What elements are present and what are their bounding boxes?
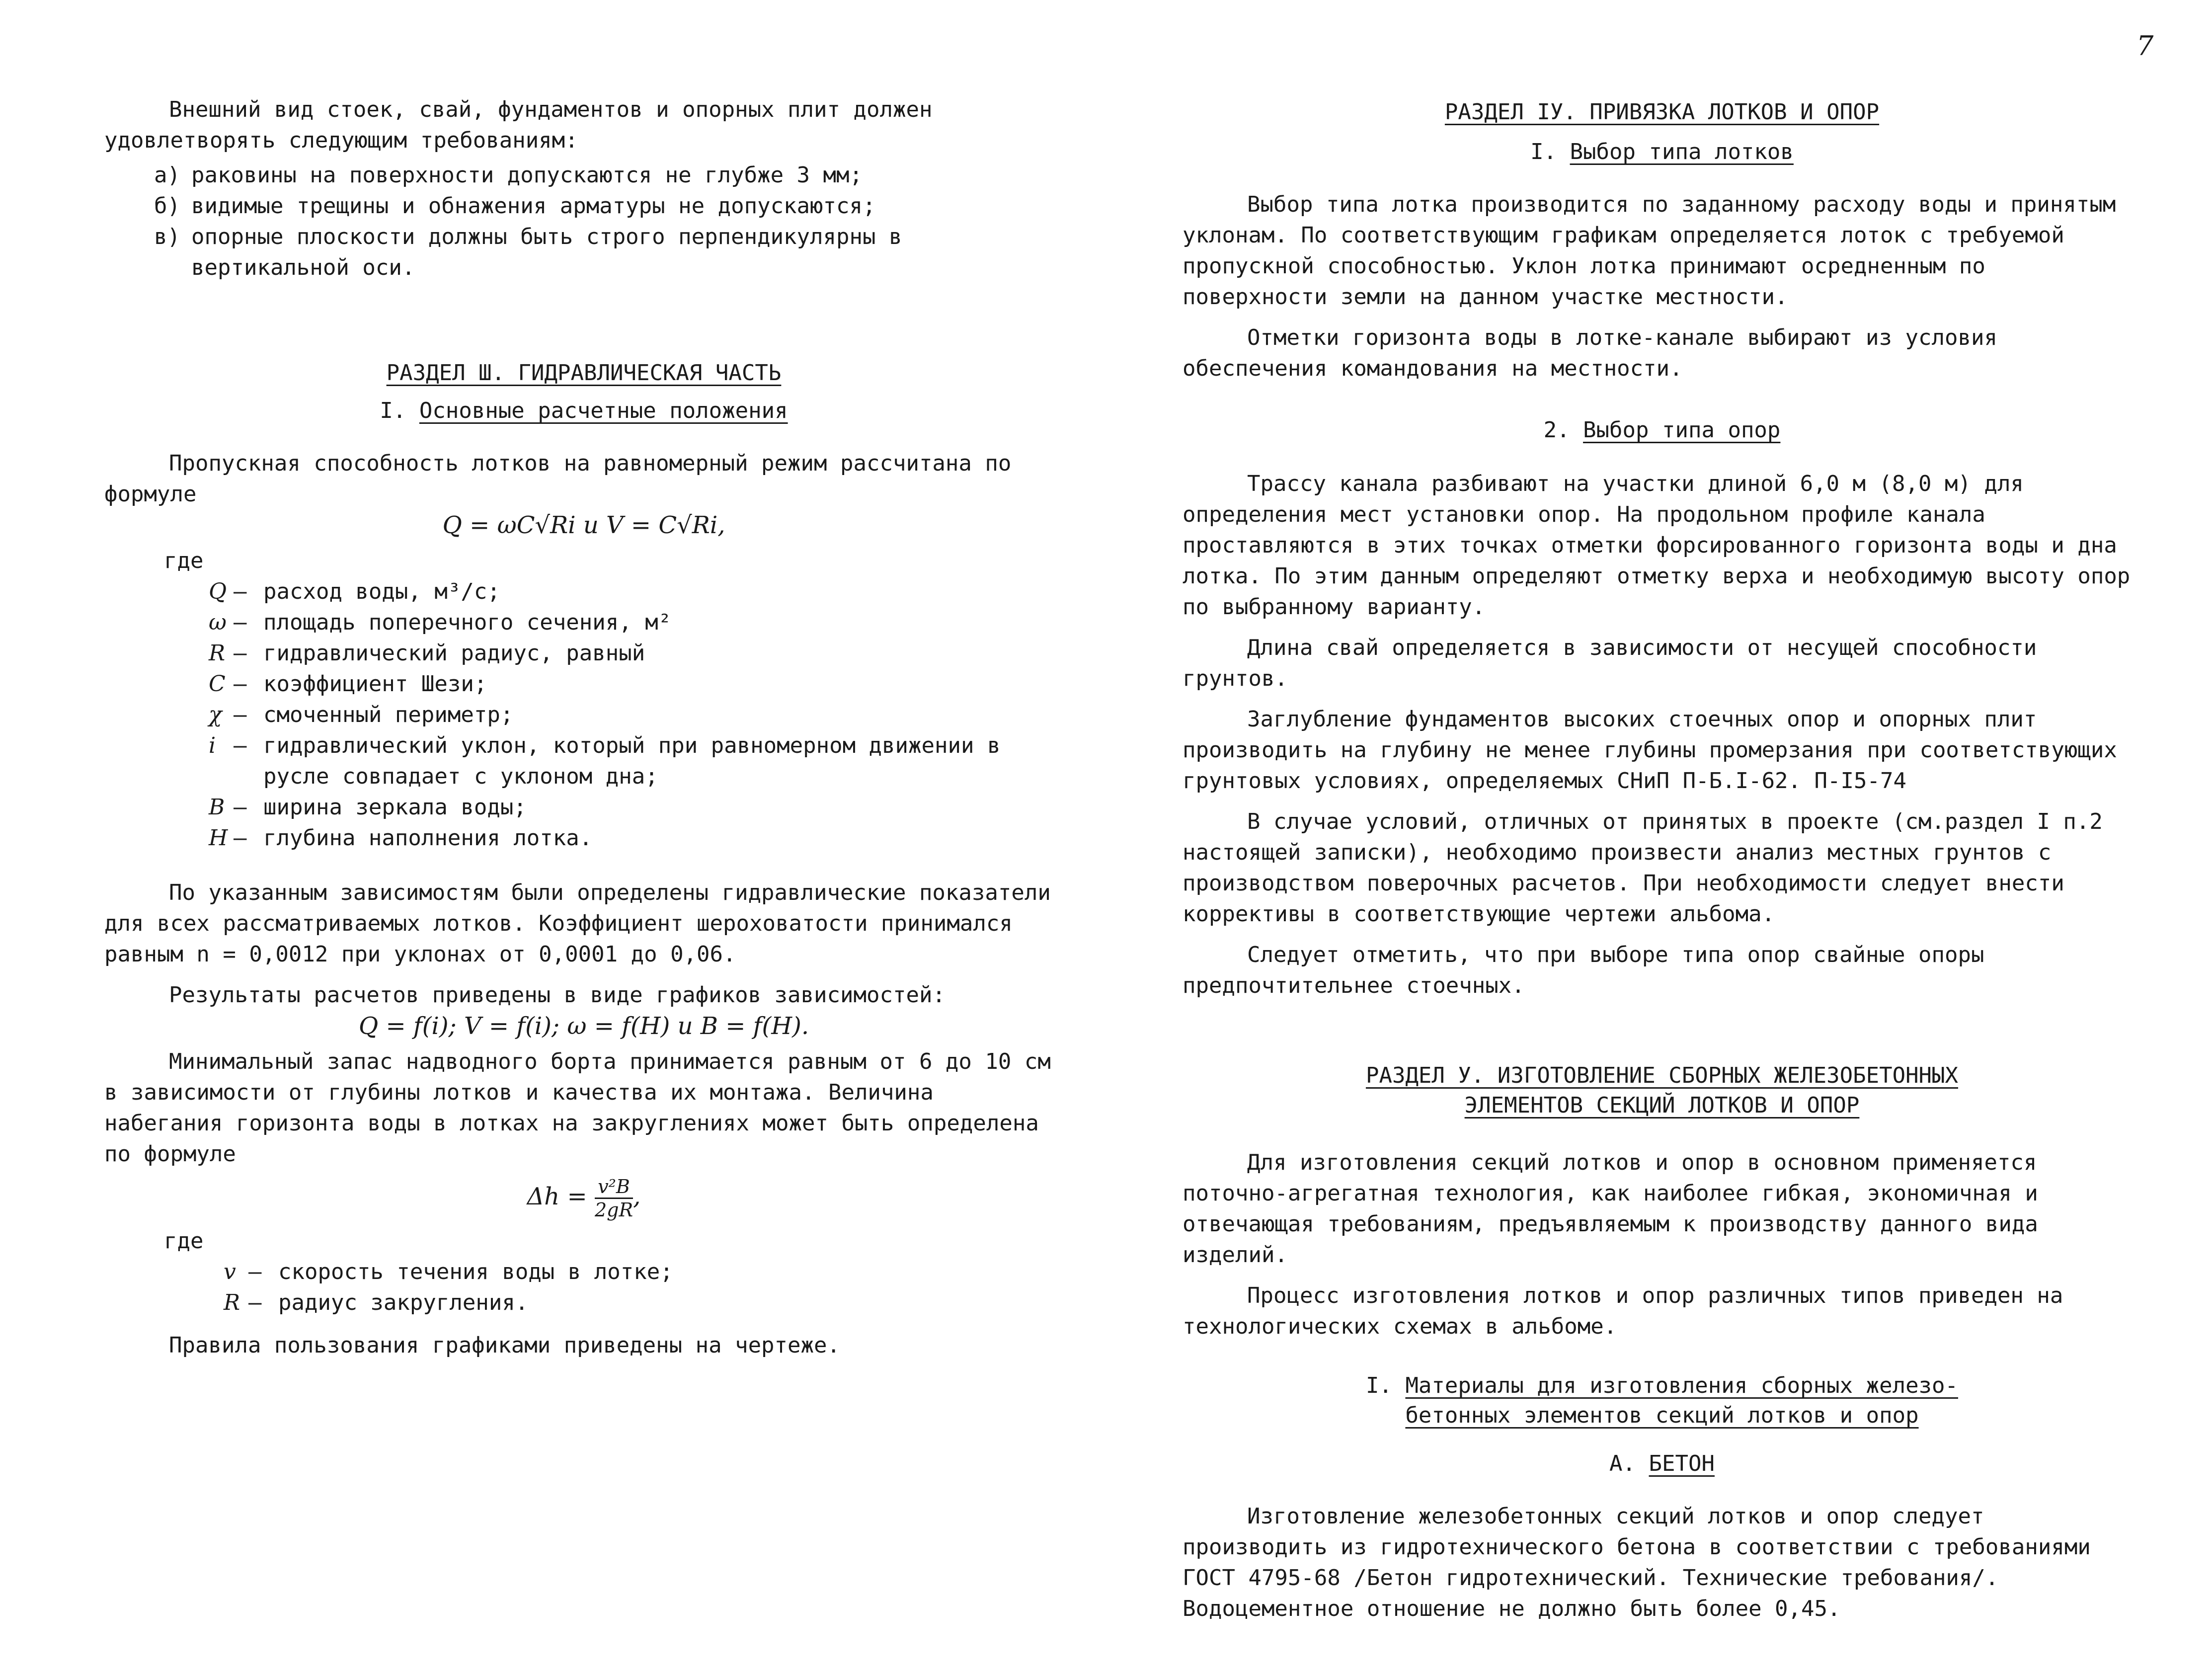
- formula-lhs: Δh =: [527, 1183, 587, 1210]
- paragraph: Изготовление железобетонных секций лотков и опор следует производить из гидротехнического бетона в соответствии с требованиями ГОСТ 4795-68 /Бетон гидротехнический. Технические требования/. Водоцементное отношение не должно быть более 0,45.: [1183, 1504, 2091, 1621]
- subsection-title: БЕТОН: [1649, 1451, 1715, 1476]
- definition-dash: –: [248, 1290, 262, 1315]
- subsection-number: I.: [380, 398, 406, 423]
- definition-text: глубина наполнения лотка.: [263, 825, 593, 851]
- definition-text: гидравлический радиус, равный: [263, 640, 645, 666]
- formula-surge: [104, 1176, 1063, 1221]
- subsection-heading: [1183, 415, 2141, 446]
- definition-symbol: C: [209, 671, 226, 697]
- subsection-number: 2.: [1543, 417, 1570, 443]
- paragraph: Для изготовления секций лотков и опор в основном применяется поточно-агрегатная технология, как наиболее гибкая, экономичная и отвечающая требованиям, предъявляемым к производству данного вида изделий.: [1183, 1150, 2038, 1268]
- subsection-title: Основные расчетные положения: [419, 398, 788, 423]
- requirements-list: [104, 160, 1063, 283]
- definition-text: смоченный периметр;: [263, 702, 514, 727]
- definition-symbol: i: [209, 733, 216, 758]
- definition-text: площадь поперечного сечения, м²: [263, 610, 672, 635]
- subsection-heading: [1183, 1448, 2141, 1479]
- paragraph: Длина свай определяется в зависимости от несущей способности грунтов.: [1183, 635, 2037, 691]
- subsection-heading: [1183, 1371, 2141, 1431]
- subsection-heading: [104, 396, 1063, 426]
- paragraph: Минимальный запас надводного борта принимается равным от 6 до 10 см в зависимости от глубины лотков и качества их монтажа. Величина набегания горизонта воды в лотках на закруглениях может быть определена по формуле: [104, 1049, 1051, 1167]
- formula-dependencies: Q = f(i); V = f(i); ω = f(H) и B = f(H).: [358, 1012, 809, 1040]
- definition-symbol: χ: [209, 702, 222, 727]
- formula-tail: ,: [633, 1183, 641, 1210]
- definition-item: [224, 1257, 1063, 1287]
- list-mark: а): [154, 162, 180, 188]
- definition-symbol: R: [224, 1290, 240, 1315]
- definition-dash: –: [234, 610, 247, 635]
- definition-text: расход воды, м³/с;: [263, 579, 500, 604]
- section-heading: [1183, 97, 2141, 128]
- where-label: где: [164, 548, 204, 573]
- list-item: [154, 160, 1063, 191]
- definitions-list: [209, 576, 1063, 854]
- definition-symbol: H: [209, 825, 228, 851]
- paragraph: В случае условий, отличных от принятых в проекте (см.раздел I п.2 настоящей записки), необходимо произвести анализ местных грунтов с производством поверочных расчетов. При необходимости следует внести коррективы в соответствующие чертежи альбома.: [1183, 809, 2103, 927]
- where-label: где: [164, 1228, 204, 1254]
- definition-item: [209, 700, 1063, 730]
- formula-fraction: [595, 1176, 633, 1221]
- section-4-title: РАЗДЕЛ IУ. ПРИВЯЗКА ЛОТКОВ И ОПОР: [1444, 99, 1880, 125]
- paragraph: Заглубление фундаментов высоких стоечных опор и опорных плит производить на глубину не менее глубины промерзания при соответствующих грунтовых условиях, определяемых СНиП П-Б.I-62. П-I5-74: [1183, 707, 2117, 794]
- list-text: видимые трещины и обнажения арматуры не допускаются;: [191, 193, 876, 219]
- definition-dash: –: [234, 795, 247, 820]
- definition-item: [209, 823, 1063, 854]
- definition-item: [209, 607, 1063, 638]
- definition-dash: –: [234, 733, 247, 758]
- list-mark: б): [154, 193, 180, 219]
- list-text: опорные плоскости должны быть строго перпендикулярны в вертикальной оси.: [191, 224, 902, 280]
- section-5-title-line-2: ЭЛЕМЕНТОВ СЕКЦИЙ ЛОТКОВ И ОПОР: [1464, 1093, 1860, 1118]
- paragraph: Результаты расчетов приведены в виде графиков зависимостей:: [169, 982, 946, 1008]
- left-column: [104, 94, 1063, 1361]
- paragraph: Трассу канала разбивают на участки длиной 6,0 м (8,0 м) для определения мест установки опор. На продольном профиле канала проставляются в этих точках отметки форсированного горизонта воды и дна лотка. По этим данным определяют отметку верха и необходимую высоту опор по выбранному варианту.: [1183, 471, 2131, 620]
- section-5-title-line-1: РАЗДЕЛ У. ИЗГОТОВЛЕНИЕ СБОРНЫХ ЖЕЛЕЗОБЕТОННЫХ: [1365, 1063, 1959, 1088]
- definition-item: [209, 730, 1063, 792]
- definition-text: ширина зеркала воды;: [263, 795, 527, 820]
- paragraph: Следует отметить, что при выборе типа опор свайные опоры предпочтительнее стоечных.: [1183, 942, 1984, 998]
- definition-item: [224, 1287, 1063, 1318]
- section-heading: [1183, 1061, 2141, 1120]
- definition-text: радиус закругления.: [278, 1290, 529, 1315]
- subsection-number: А.: [1609, 1451, 1636, 1476]
- fraction-numerator: v²B: [595, 1176, 633, 1199]
- page-number: 7: [2136, 30, 2154, 62]
- section-heading: [104, 358, 1063, 389]
- list-text: раковины на поверхности допускаются не глубже 3 мм;: [191, 162, 863, 188]
- paragraph: Процесс изготовления лотков и опор различных типов приведен на технологических схемах в альбоме.: [1183, 1283, 2063, 1339]
- definition-dash: –: [234, 640, 247, 666]
- definition-symbol: B: [209, 795, 225, 820]
- paragraph: Выбор типа лотка производится по заданному расходу воды и принятым уклонам. По соответствующим графикам определяется лоток с требуемой пропускной способностью. Уклон лотка принимают осредненным по поверхности земли на данном участке местности.: [1183, 192, 2116, 310]
- definition-item: [209, 669, 1063, 700]
- definition-item: [209, 638, 1063, 669]
- subsection-title: Выбор типа лотков: [1570, 139, 1794, 164]
- definition-dash: –: [234, 671, 247, 697]
- definition-symbol: R: [209, 640, 226, 666]
- definition-text: гидравлический уклон, который при равномерном движении в русле совпадает с уклоном дна;: [263, 733, 1001, 789]
- subsection-title: Выбор типа опор: [1583, 417, 1781, 443]
- definition-text: скорость течения воды в лотке;: [278, 1259, 673, 1284]
- list-item: [154, 222, 1063, 283]
- section-3-title: РАЗДЕЛ Ш. ГИДРАВЛИЧЕСКАЯ ЧАСТЬ: [386, 360, 782, 386]
- subsection-number: I.: [1365, 1373, 1392, 1398]
- subsection-number: I.: [1530, 139, 1557, 164]
- subsection-heading: [1183, 137, 2141, 167]
- paragraph: Отметки горизонта воды в лотке-канале выбирают из условия обеспечения командования на местности.: [1183, 325, 1997, 381]
- definition-dash: –: [234, 825, 247, 851]
- right-column: [1183, 94, 2141, 1624]
- list-item: [154, 191, 1063, 222]
- fraction-denominator: 2gR: [594, 1199, 633, 1221]
- definition-item: [209, 792, 1063, 823]
- formula-discharge: Q = ωC√Ri и V = C√Ri,: [442, 511, 725, 539]
- subsection-title-line-2: бетонных элементов секций лотков и опор: [1405, 1403, 1919, 1428]
- subsection-title-line-1: Материалы для изготовления сборных железо-: [1405, 1373, 1959, 1398]
- definition-text: коэффициент Шези;: [263, 671, 487, 697]
- definition-symbol: Q: [209, 579, 227, 604]
- definition-item: [209, 576, 1063, 607]
- definition-dash: –: [234, 579, 247, 604]
- definition-symbol: ω: [209, 610, 227, 635]
- paragraph: Пропускная способность лотков на равномерный режим рассчитана по формуле: [104, 451, 1012, 507]
- definitions-list-2: [224, 1257, 1063, 1318]
- intro-paragraph: Внешний вид стоек, свай, фундаментов и опорных плит должен удовлетворять следующим требованиям:: [104, 97, 933, 153]
- definition-dash: –: [234, 702, 247, 727]
- list-mark: в): [154, 224, 180, 249]
- definition-dash: –: [248, 1259, 262, 1284]
- paragraph: По указанным зависимостям были определены гидравлические показатели для всех рассматриваемых лотков. Коэффициент шероховатости принимался равным n = 0,0012 при уклонах от 0,0001 до 0,06.: [104, 880, 1051, 967]
- definition-symbol: v: [224, 1259, 236, 1284]
- paragraph: Правила пользования графиками приведены на чертеже.: [169, 1333, 841, 1358]
